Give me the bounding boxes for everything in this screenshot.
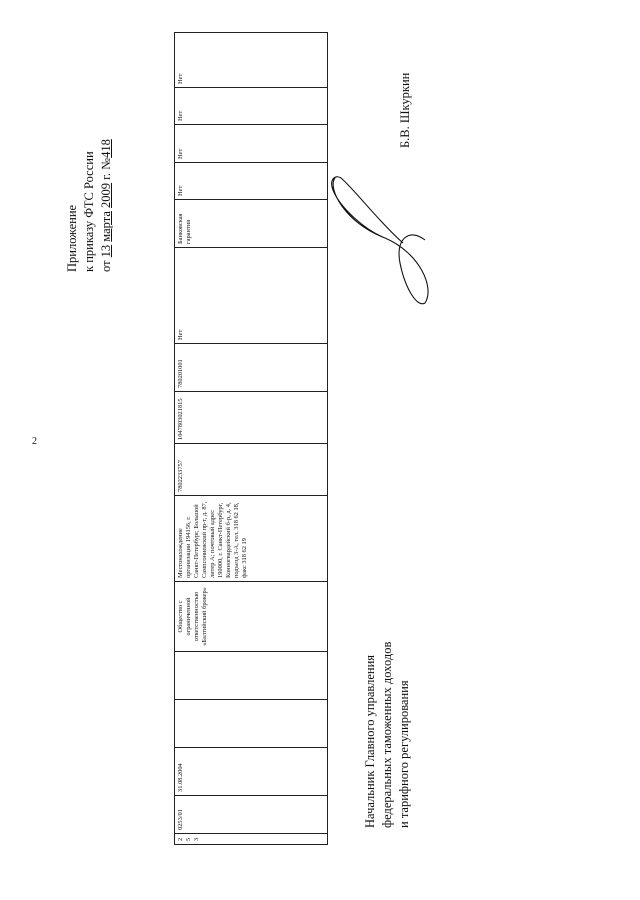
page-number: 2 bbox=[32, 436, 37, 447]
cell-empty-1 bbox=[175, 700, 328, 748]
cell-no-2: Нет bbox=[175, 163, 328, 200]
cell-kpp: 780201001 bbox=[175, 344, 328, 392]
cell-guarantee: Банковская гарантия bbox=[175, 200, 328, 248]
registry-table bbox=[174, 32, 328, 845]
signatory-title-line1: Начальник Главного управления bbox=[363, 654, 377, 828]
appendix-title: Приложение bbox=[65, 204, 79, 272]
signatory-name: Б.В. Шкуркин bbox=[398, 72, 412, 148]
cell-organization-name: Общество с ограниченной ответственностью «Балтийский брокер» bbox=[175, 582, 328, 652]
order-month: марта bbox=[99, 211, 113, 242]
table-row bbox=[175, 33, 328, 845]
order-number: 418 bbox=[99, 139, 113, 158]
order-year: 2009 bbox=[99, 182, 113, 208]
cell-address: Местонахождение организации 194156, г. Санкт-Петербург, Большой Сампсониевский пр-т, д. 87, литер А; почтовый адрес 190000, г. Санкт-Петербург, Конногвардейский б-р, д. 4, подъезд 3-А, тел. 318 62 18, факс 318 62 19 bbox=[175, 496, 328, 582]
cell-row-number: 253 bbox=[175, 834, 328, 845]
handwritten-signature bbox=[325, 168, 435, 308]
cell-no-5: Нет bbox=[175, 33, 328, 88]
cell-empty-2 bbox=[175, 652, 328, 700]
signatory-title bbox=[362, 642, 413, 828]
order-date-line bbox=[98, 139, 115, 272]
appendix-header bbox=[64, 139, 115, 272]
cell-no-1: Нет bbox=[175, 248, 328, 344]
order-day: 13 bbox=[99, 244, 113, 258]
year-suffix: г. bbox=[99, 172, 113, 180]
cell-ogrn: 1047803021815 bbox=[175, 392, 328, 444]
order-reference: к приказу ФТС России bbox=[82, 151, 96, 272]
cell-inn: 7802233757 bbox=[175, 444, 328, 496]
number-label: № bbox=[99, 157, 113, 170]
date-prefix: от bbox=[99, 260, 113, 272]
signatory-title-line3: и тарифного регулирования bbox=[397, 680, 411, 828]
signatory-title-line2: федеральных таможенных доходов bbox=[380, 641, 394, 828]
cell-no-4: Нет bbox=[175, 88, 328, 125]
cell-no-3: Нет bbox=[175, 125, 328, 163]
cell-registration-number: 0253/01 bbox=[175, 796, 328, 834]
cell-registration-date: 31.08.2004 bbox=[175, 748, 328, 796]
